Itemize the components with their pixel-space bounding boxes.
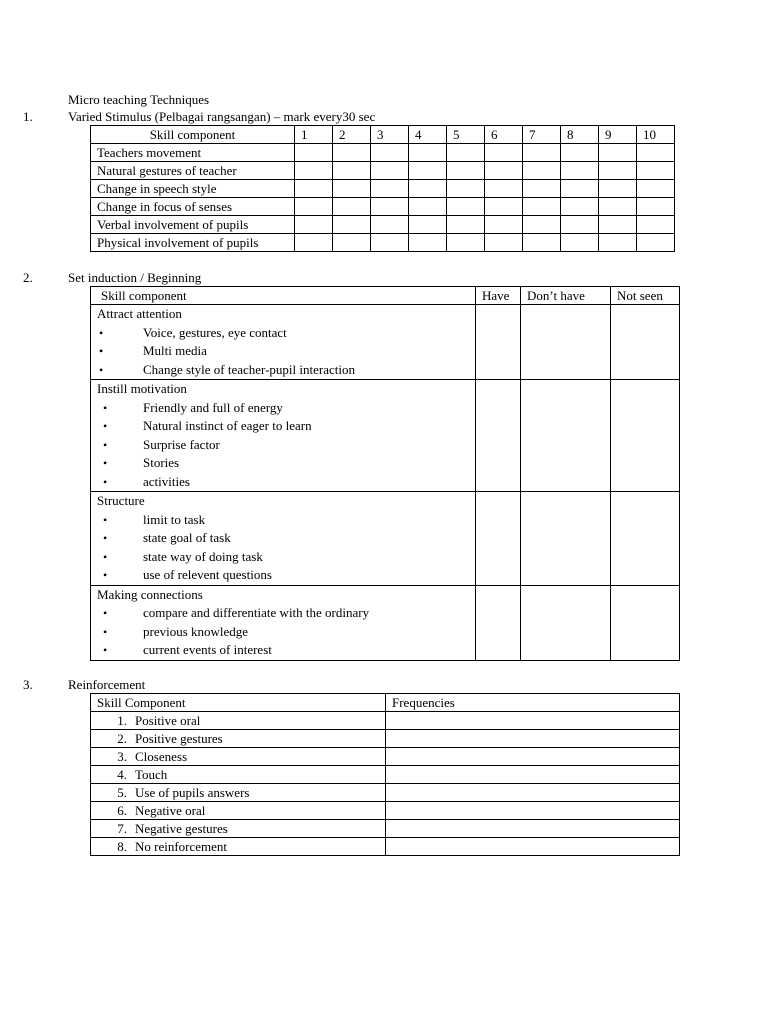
mark-cell[interactable] [333, 162, 371, 180]
item-label: Negative oral [135, 803, 206, 818]
section-2-number: 2. [23, 270, 33, 285]
bullet-icon: • [103, 400, 108, 415]
list-item [97, 641, 475, 660]
dont-have-cell[interactable] [521, 380, 611, 492]
mark-cell[interactable] [485, 198, 523, 216]
section-3-title: Reinforcement [68, 677, 146, 692]
bullet-icon: • [103, 437, 108, 452]
frequency-cell[interactable] [386, 712, 680, 730]
item-label: Closeness [135, 749, 187, 764]
mark-cell[interactable] [561, 198, 599, 216]
bullet-icon: • [103, 568, 108, 582]
item-number: 5. [117, 785, 127, 800]
item-label: Use of pupils answers [135, 785, 250, 800]
mark-cell[interactable] [523, 162, 561, 180]
mark-cell[interactable] [485, 180, 523, 198]
section-1-title: Varied Stimulus (Pelbagai rangsangan) – mark every30 sec [68, 109, 376, 124]
list-item-label: activities [143, 473, 190, 489]
list-item [97, 529, 475, 548]
item-label: Positive gestures [135, 731, 223, 746]
table-row [91, 380, 680, 492]
mark-cell[interactable] [295, 144, 333, 162]
bullet-icon: • [103, 456, 108, 470]
mark-cell[interactable] [409, 234, 447, 252]
list-item-label: current events of interest [143, 642, 272, 657]
item-number: 4. [117, 767, 127, 782]
mark-cell[interactable] [637, 216, 675, 234]
table-row [91, 784, 680, 802]
list-item-label: Stories [143, 455, 180, 470]
table-row [91, 585, 680, 660]
mark-cell[interactable] [447, 198, 485, 216]
skill-label [91, 802, 386, 820]
bullet-icon: • [99, 362, 104, 377]
skill-label: Verbal involvement of pupils [91, 216, 295, 234]
skill-label [91, 712, 386, 730]
list-item-label: state way of doing task [143, 548, 263, 564]
table-row [91, 305, 680, 380]
table-row [91, 748, 680, 766]
mark-cell[interactable] [523, 144, 561, 162]
mark-cell[interactable] [561, 144, 599, 162]
group-heading: Attract attention [97, 306, 182, 321]
skill-group-cell [91, 380, 476, 492]
mark-cell[interactable] [637, 234, 675, 252]
group-heading: Structure [97, 493, 145, 508]
list-item-label: Friendly and full of energy [143, 399, 283, 415]
mark-cell[interactable] [371, 144, 409, 162]
not-seen-cell[interactable] [611, 305, 680, 380]
skill-label: Teachers movement [91, 144, 295, 162]
mark-cell[interactable] [523, 198, 561, 216]
item-number: 8. [117, 839, 127, 854]
list-item-label: Surprise factor [143, 436, 220, 452]
header-not-seen: Not seen [611, 287, 680, 305]
skill-label [91, 730, 386, 748]
bullet-icon: • [103, 606, 108, 620]
item-number: 2. [117, 731, 127, 746]
skill-group-cell [91, 585, 476, 660]
bullet-icon: • [103, 549, 108, 564]
table-row [91, 144, 675, 162]
mark-cell[interactable] [599, 216, 637, 234]
not-seen-cell[interactable] [611, 492, 680, 586]
list-item [97, 361, 475, 380]
dont-have-cell[interactable] [521, 492, 611, 586]
mark-cell[interactable] [371, 180, 409, 198]
set-induction-table [90, 286, 680, 661]
header-interval-10: 10 [637, 126, 675, 144]
skill-label [91, 838, 386, 856]
mark-cell[interactable] [409, 198, 447, 216]
skill-label: Physical involvement of pupils [91, 234, 295, 252]
list-item-label: compare and differentiate with the ordinary [143, 605, 370, 620]
group-heading: Making connections [97, 586, 203, 602]
bullet-icon: • [103, 419, 108, 433]
item-label: Positive oral [135, 713, 201, 728]
header-frequencies: Frequencies [386, 694, 680, 712]
mark-cell[interactable] [333, 180, 371, 198]
header-interval-9: 9 [599, 126, 637, 144]
list-item [97, 324, 475, 343]
header-have: Have [476, 287, 521, 305]
mark-cell[interactable] [523, 234, 561, 252]
list-item-label: Natural instinct of eager to learn [143, 418, 312, 433]
mark-cell[interactable] [637, 180, 675, 198]
list-item-label: use of relevent questions [143, 567, 272, 582]
section-2-title: Set induction / Beginning [68, 270, 202, 285]
bullet-icon: • [99, 325, 104, 340]
group-heading: Instill motivation [97, 381, 187, 396]
header-interval-3: 3 [371, 126, 409, 144]
list-item-label: Voice, gestures, eye contact [143, 324, 287, 340]
mark-cell[interactable] [333, 216, 371, 234]
mark-cell[interactable] [295, 234, 333, 252]
mark-cell[interactable] [561, 216, 599, 234]
table-row [91, 838, 680, 856]
list-item [97, 473, 475, 492]
bullet-icon: • [103, 474, 108, 489]
not-seen-cell[interactable] [611, 380, 680, 492]
header-interval-2: 2 [333, 126, 371, 144]
item-label: Negative gestures [135, 821, 228, 836]
section-1-number: 1. [23, 109, 33, 124]
frequency-cell[interactable] [386, 820, 680, 838]
skill-label [91, 784, 386, 802]
mark-cell[interactable] [409, 162, 447, 180]
header-skill-component: Skill component [91, 126, 295, 144]
header-interval-7: 7 [523, 126, 561, 144]
skill-label [91, 820, 386, 838]
have-cell[interactable] [476, 305, 521, 380]
mark-cell[interactable] [523, 216, 561, 234]
table-row [91, 766, 680, 784]
have-cell[interactable] [476, 380, 521, 492]
mark-cell[interactable] [561, 180, 599, 198]
not-seen-cell[interactable] [611, 585, 680, 660]
item-number: 3. [117, 749, 127, 764]
list-item [97, 417, 475, 436]
mark-cell[interactable] [485, 144, 523, 162]
frequency-cell[interactable] [386, 838, 680, 856]
bullet-icon: • [103, 512, 108, 527]
have-cell[interactable] [476, 492, 521, 586]
frequency-cell[interactable] [386, 730, 680, 748]
header-interval-4: 4 [409, 126, 447, 144]
item-label: No reinforcement [135, 839, 228, 854]
skill-label: Change in focus of senses [91, 198, 295, 216]
mark-cell[interactable] [371, 162, 409, 180]
mark-cell[interactable] [447, 162, 485, 180]
mark-cell[interactable] [447, 144, 485, 162]
list-item [97, 342, 475, 361]
list-item [97, 436, 475, 455]
frequency-cell[interactable] [386, 748, 680, 766]
skill-label [91, 766, 386, 784]
mark-cell[interactable] [599, 144, 637, 162]
skill-label: Change in speech style [91, 180, 295, 198]
mark-cell[interactable] [599, 198, 637, 216]
list-item-label: limit to task [143, 511, 206, 527]
header-interval-6: 6 [485, 126, 523, 144]
header-interval-8: 8 [561, 126, 599, 144]
list-item [97, 399, 475, 418]
mark-cell[interactable] [523, 180, 561, 198]
mark-cell[interactable] [637, 162, 675, 180]
mark-cell[interactable] [295, 198, 333, 216]
list-item-label: Change style of teacher-pupil interaction [143, 361, 355, 377]
mark-cell[interactable] [485, 234, 523, 252]
dont-have-cell[interactable] [521, 305, 611, 380]
frequency-cell[interactable] [386, 802, 680, 820]
mark-cell[interactable] [333, 198, 371, 216]
bullet-icon: • [99, 344, 104, 358]
list-item [97, 566, 475, 585]
mark-cell[interactable] [409, 180, 447, 198]
table-row [91, 802, 680, 820]
item-number: 7. [117, 821, 127, 836]
section-3-number: 3. [23, 677, 33, 692]
mark-cell[interactable] [371, 216, 409, 234]
list-item-label: state goal of task [143, 530, 231, 545]
table-row [91, 198, 675, 216]
header-skill-component: Skill Component [91, 694, 386, 712]
header-interval-1: 1 [295, 126, 333, 144]
mark-cell[interactable] [409, 144, 447, 162]
varied-stimulus-table [90, 125, 675, 252]
table-row [91, 820, 680, 838]
table-row [91, 180, 675, 198]
table-header-row [91, 287, 680, 305]
header-interval-5: 5 [447, 126, 485, 144]
mark-cell[interactable] [637, 144, 675, 162]
mark-cell[interactable] [295, 180, 333, 198]
skill-label: Natural gestures of teacher [91, 162, 295, 180]
mark-cell[interactable] [485, 162, 523, 180]
header-skill-component: Skill component [91, 287, 476, 305]
mark-cell[interactable] [295, 216, 333, 234]
mark-cell[interactable] [599, 180, 637, 198]
list-item [97, 604, 475, 623]
mark-cell[interactable] [371, 198, 409, 216]
mark-cell[interactable] [447, 216, 485, 234]
list-item-label: Multi media [143, 343, 207, 358]
table-row [91, 730, 680, 748]
list-item-label: previous knowledge [143, 623, 249, 639]
item-number: 6. [117, 803, 127, 818]
table-row [91, 216, 675, 234]
bullet-icon: • [103, 624, 108, 639]
mark-cell[interactable] [409, 216, 447, 234]
mark-cell[interactable] [599, 234, 637, 252]
list-item [97, 454, 475, 473]
bullet-icon: • [103, 531, 108, 545]
mark-cell[interactable] [333, 144, 371, 162]
table-header-row [91, 126, 675, 144]
mark-cell[interactable] [561, 234, 599, 252]
item-number: 1. [117, 713, 127, 728]
list-item [97, 623, 475, 642]
have-cell[interactable] [476, 585, 521, 660]
mark-cell[interactable] [447, 180, 485, 198]
skill-group-cell [91, 492, 476, 586]
mark-cell[interactable] [485, 216, 523, 234]
skill-label [91, 748, 386, 766]
mark-cell[interactable] [561, 162, 599, 180]
mark-cell[interactable] [333, 234, 371, 252]
document-title: Micro teaching Techniques [68, 92, 210, 107]
list-item [97, 511, 475, 530]
mark-cell[interactable] [637, 198, 675, 216]
bullet-icon: • [103, 643, 108, 657]
mark-cell[interactable] [295, 162, 333, 180]
dont-have-cell[interactable] [521, 585, 611, 660]
skill-group-cell [91, 305, 476, 380]
mark-cell[interactable] [371, 234, 409, 252]
table-row [91, 162, 675, 180]
header-dont-have: Don’t have [521, 287, 611, 305]
table-row [91, 234, 675, 252]
mark-cell[interactable] [599, 162, 637, 180]
reinforcement-table [90, 693, 680, 856]
frequency-cell[interactable] [386, 766, 680, 784]
table-row [91, 712, 680, 730]
item-label: Touch [135, 767, 168, 782]
table-row [91, 492, 680, 586]
mark-cell[interactable] [447, 234, 485, 252]
list-item [97, 548, 475, 567]
frequency-cell[interactable] [386, 784, 680, 802]
table-header-row [91, 694, 680, 712]
